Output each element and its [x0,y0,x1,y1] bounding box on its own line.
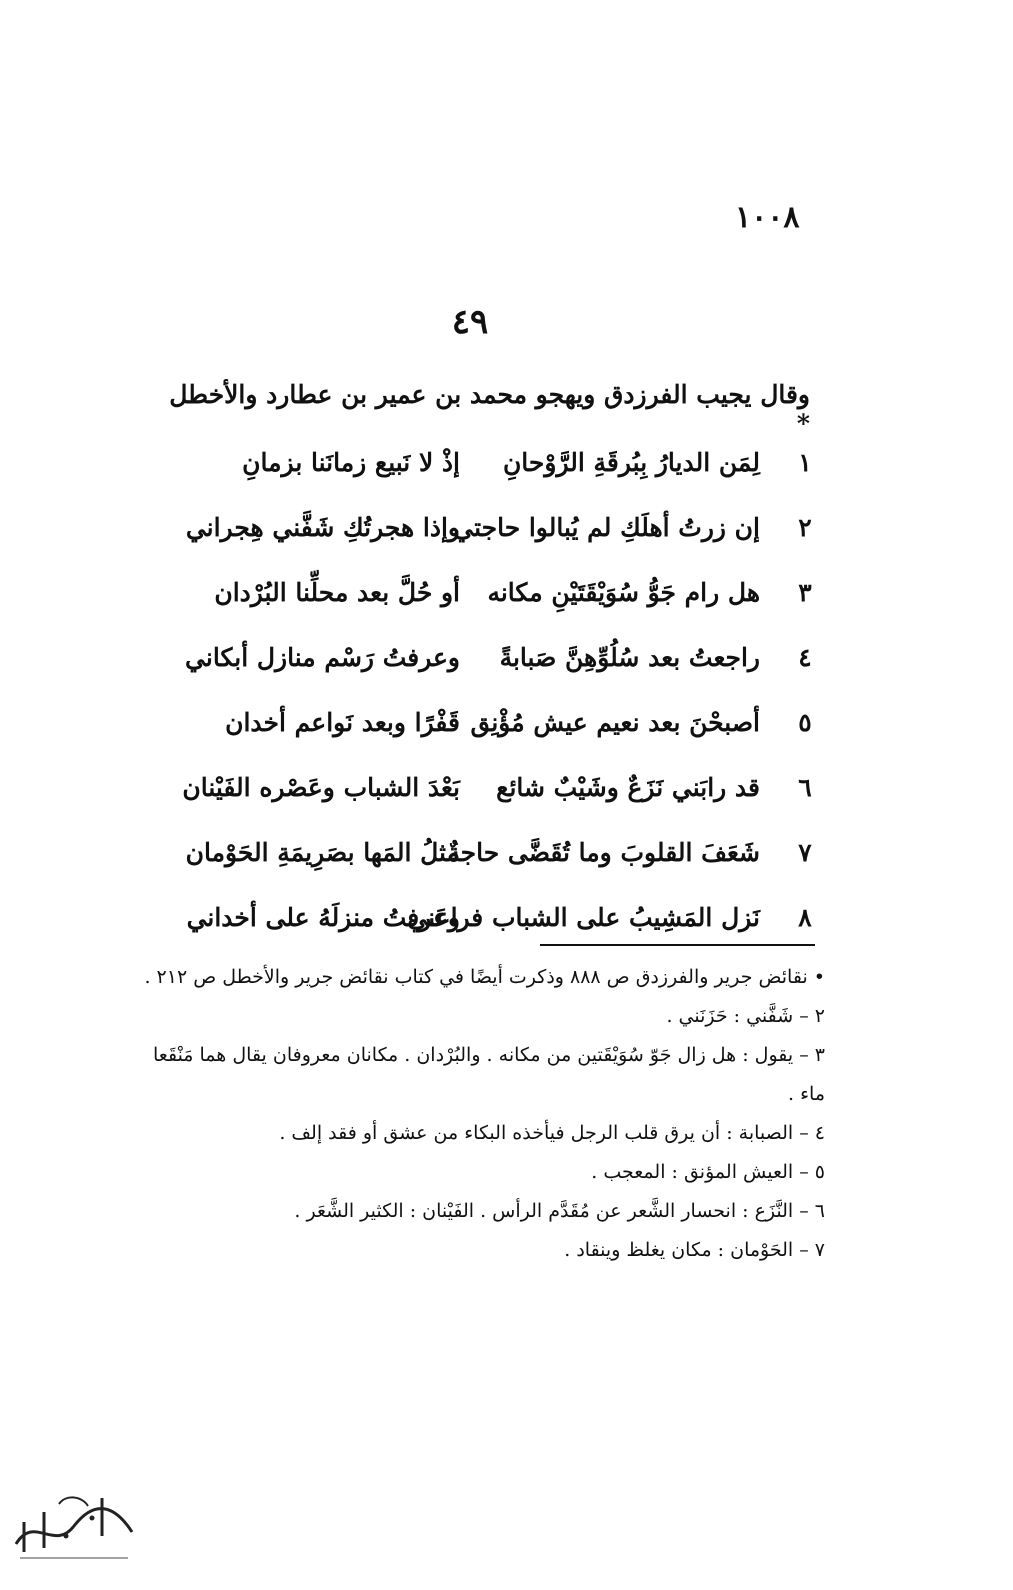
verse-number: ٣ [798,578,812,607]
verse-first-hemistich: لِمَن الديارُ بِبُرقَةِ الرَّوْحانِ [502,448,760,477]
page-number: ١٠٠٨ [735,200,800,235]
verse-row [150,635,830,685]
verse-row [150,570,830,620]
verse-number: ١ [798,448,812,477]
verse-second-hemistich: وإذا هجرتُكِ شَفَّني هِجراني [185,513,460,542]
footnote: ٥ – العيش المؤنق : المعجب . [591,1161,825,1183]
verse-second-hemistich: بَعْدَ الشباب وعَصْره الفَيْنان [182,773,460,802]
poem-number: ٤٩ [451,302,489,342]
verse-first-hemistich: شَعَفَ القلوبَ وما تُقَضَّى حاجةٌ [447,838,760,867]
verse-second-hemistich: أو حُلَّ بعد محلِّنا البُرْدان [214,578,460,607]
verse-first-hemistich: نَزل المَشِيبُ على الشباب فراعَني [407,903,760,932]
verse-second-hemistich: مثلُ المَها بصَرِيمَةِ الحَوْمان [185,838,460,867]
verse-row [150,440,830,490]
footnote-divider [540,944,815,946]
footnote: ٤ – الصبابة : أن يرق قلب الرجل فيأخذه البكاء من عشق أو فقد إلف . [279,1122,825,1144]
verse-first-hemistich: أصبحْنَ بعد نعيم عيش مُؤْنِق [470,708,760,737]
verse-number: ٨ [798,903,812,932]
verse-second-hemistich: وعرفتُ منزلَهُ على أخداني [186,903,460,932]
footnote-source: • نقائض جرير والفرزدق ص ٨٨٨ وذكرت أيضًا في كتاب نقائض جرير والأخطل ص ٢١٢ . [144,966,825,988]
footnote: ٧ – الحَوْمان : مكان يغلظ وينقاد . [564,1239,825,1261]
verse-row [150,700,830,750]
verse-number: ٥ [798,708,812,737]
verse-row [150,895,830,945]
poem-heading: وقال يجيب الفرزدق ويهجو محمد بن عمير بن عطارد والأخطل * [169,380,810,438]
verse-number: ٦ [798,773,812,802]
verse-row [150,830,830,880]
verse-number: ٤ [798,643,812,672]
footnote: ٦ – النَّزَع : انحسار الشَّعر عن مُقَدَّم الرأس . الفَيْنان : الكثير الشَّعَر . [294,1200,825,1222]
verse-row [150,505,830,555]
verse-second-hemistich: وعرفتُ رَسْم منازل أبكاني [185,643,460,672]
verse-first-hemistich: إن زرتُ أهلَكِ لم يُبالوا حاجتي [453,513,760,542]
footnotes [125,958,825,1270]
calligraphy-stamp-logo [4,1474,144,1564]
footnote: ٢ – شَفَّني : حَزَنَني . [666,1005,825,1027]
verse-first-hemistich: قد رابَني نَزَعٌ وشَيْبٌ شائع [496,773,760,802]
verse-second-hemistich: قَفْرًا وبعد نَواعم أخدان [225,708,460,737]
verse-first-hemistich: هل رام جَوُّ سُوَيْقَتَيْنِ مكانه [487,578,760,607]
verse-second-hemistich: إذْ لا نَبيع زمانَنا بزمانِ [242,448,460,477]
verse-first-hemistich: راجعتُ بعد سُلُوِّهِنَّ صَبابةً [499,643,760,672]
footnote: ٣ – يقول : هل زال جَوّ سُوَيْقَتين من مكانه . والبُرْدان . مكانان معروفان يقال هما مَنْقَعا ماء . [153,1044,825,1105]
verse-number: ٢ [798,513,812,542]
verse-number: ٧ [798,838,812,867]
verse-row [150,765,830,815]
